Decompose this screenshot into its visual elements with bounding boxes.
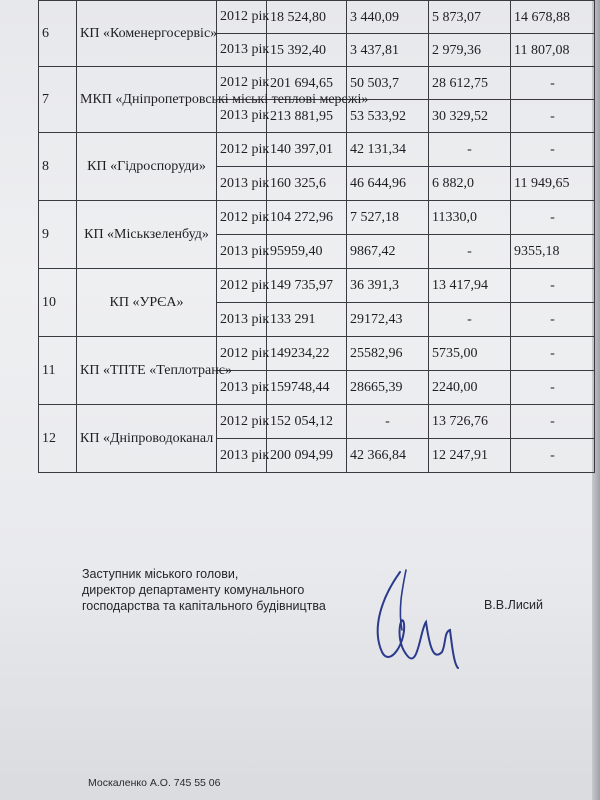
value-cell: 50 503,7 xyxy=(347,67,429,100)
year-cell: 2012 рік xyxy=(217,337,267,371)
year-cell: 2013 рік xyxy=(217,34,267,67)
value-cell: 2240,00 xyxy=(429,371,511,405)
value-cell: 13 417,94 xyxy=(429,269,511,303)
value-cell: 213 881,95 xyxy=(267,100,347,133)
row-number: 9 xyxy=(39,201,77,269)
value-cell: 42 131,34 xyxy=(347,133,429,167)
value-cell: - xyxy=(511,371,595,405)
signer-title-line-2: директор департаменту комунального xyxy=(82,583,305,597)
row-number: 8 xyxy=(39,133,77,201)
value-cell: 133 291 xyxy=(267,303,347,337)
value-cell: 36 391,3 xyxy=(347,269,429,303)
enterprise-name: КП «Міськзеленбуд» xyxy=(77,201,217,269)
value-cell: 160 325,6 xyxy=(267,167,347,201)
value-cell: - xyxy=(511,303,595,337)
row-number: 7 xyxy=(39,67,77,133)
enterprise-name: КП «УРЄА» xyxy=(77,269,217,337)
enterprise-name: МКП «Дніпропетровські міські теплові мережі» xyxy=(77,67,217,133)
value-cell: 15 392,40 xyxy=(267,34,347,67)
year-cell: 2013 рік xyxy=(217,371,267,405)
value-cell: 104 272,96 xyxy=(267,201,347,235)
table-row xyxy=(39,269,595,303)
row-number: 6 xyxy=(39,1,77,67)
value-cell: 29172,43 xyxy=(347,303,429,337)
value-cell: 13 726,76 xyxy=(429,405,511,439)
value-cell: 12 247,91 xyxy=(429,439,511,473)
enterprise-name: КП «Гідроспоруди» xyxy=(77,133,217,201)
table-row xyxy=(39,405,595,439)
year-cell: 2012 рік xyxy=(217,201,267,235)
value-cell: - xyxy=(511,269,595,303)
value-cell: - xyxy=(511,67,595,100)
signer-title-line-1: Заступник міського голови, xyxy=(82,567,239,581)
value-cell: - xyxy=(347,405,429,439)
year-cell: 2013 рік xyxy=(217,439,267,473)
value-cell: 30 329,52 xyxy=(429,100,511,133)
enterprise-name: КП «ТПТЕ «Теплотранс» xyxy=(77,337,217,405)
value-cell: 95959,40 xyxy=(267,235,347,269)
value-cell: 11330,0 xyxy=(429,201,511,235)
value-cell: - xyxy=(511,405,595,439)
value-cell: 7 527,18 xyxy=(347,201,429,235)
value-cell: 149234,22 xyxy=(267,337,347,371)
value-cell: - xyxy=(511,133,595,167)
value-cell: - xyxy=(511,201,595,235)
value-cell: 2 979,36 xyxy=(429,34,511,67)
enterprise-name: КП «Дніпроводоканал xyxy=(77,405,217,473)
year-cell: 2013 рік xyxy=(217,303,267,337)
value-cell: 14 678,88 xyxy=(511,1,595,34)
signature-block xyxy=(82,566,326,614)
value-cell: - xyxy=(429,235,511,269)
financial-table xyxy=(38,0,595,473)
table-row xyxy=(39,201,595,235)
year-cell: 2012 рік xyxy=(217,405,267,439)
value-cell: 25582,96 xyxy=(347,337,429,371)
value-cell: 9867,42 xyxy=(347,235,429,269)
value-cell: 3 440,09 xyxy=(347,1,429,34)
value-cell: 28665,39 xyxy=(347,371,429,405)
table-row xyxy=(39,1,595,34)
value-cell: 140 397,01 xyxy=(267,133,347,167)
value-cell: 5 873,07 xyxy=(429,1,511,34)
signer-title-line-3: господарства та капітального будівництва xyxy=(82,599,326,613)
enterprise-name: КП «Коменергосервіс» xyxy=(77,1,217,67)
value-cell: - xyxy=(511,337,595,371)
value-cell: 11 949,65 xyxy=(511,167,595,201)
table-row xyxy=(39,67,595,100)
value-cell: 9355,18 xyxy=(511,235,595,269)
row-number: 12 xyxy=(39,405,77,473)
value-cell: 3 437,81 xyxy=(347,34,429,67)
value-cell: 200 094,99 xyxy=(267,439,347,473)
value-cell: 149 735,97 xyxy=(267,269,347,303)
value-cell: 46 644,96 xyxy=(347,167,429,201)
contact-line: Москаленко А.О. 745 55 06 xyxy=(88,777,221,789)
value-cell: 18 524,80 xyxy=(267,1,347,34)
year-cell: 2012 рік xyxy=(217,67,267,100)
value-cell: 28 612,75 xyxy=(429,67,511,100)
value-cell: 159748,44 xyxy=(267,371,347,405)
value-cell: 42 366,84 xyxy=(347,439,429,473)
year-cell: 2012 рік xyxy=(217,269,267,303)
handwritten-signature xyxy=(360,560,470,680)
value-cell: 11 807,08 xyxy=(511,34,595,67)
row-number: 10 xyxy=(39,269,77,337)
year-cell: 2013 рік xyxy=(217,235,267,269)
value-cell: 53 533,92 xyxy=(347,100,429,133)
year-cell: 2013 рік xyxy=(217,100,267,133)
value-cell: - xyxy=(429,303,511,337)
year-cell: 2013 рік xyxy=(217,167,267,201)
value-cell: 6 882,0 xyxy=(429,167,511,201)
row-number: 11 xyxy=(39,337,77,405)
signer-name: В.В.Лисий xyxy=(484,598,544,612)
value-cell: 5735,00 xyxy=(429,337,511,371)
value-cell: 201 694,65 xyxy=(267,67,347,100)
value-cell: - xyxy=(511,439,595,473)
table-row xyxy=(39,133,595,167)
year-cell: 2012 рік xyxy=(217,1,267,34)
year-cell: 2012 рік xyxy=(217,133,267,167)
value-cell: 152 054,12 xyxy=(267,405,347,439)
table-row xyxy=(39,337,595,371)
value-cell: - xyxy=(511,100,595,133)
value-cell: - xyxy=(429,133,511,167)
